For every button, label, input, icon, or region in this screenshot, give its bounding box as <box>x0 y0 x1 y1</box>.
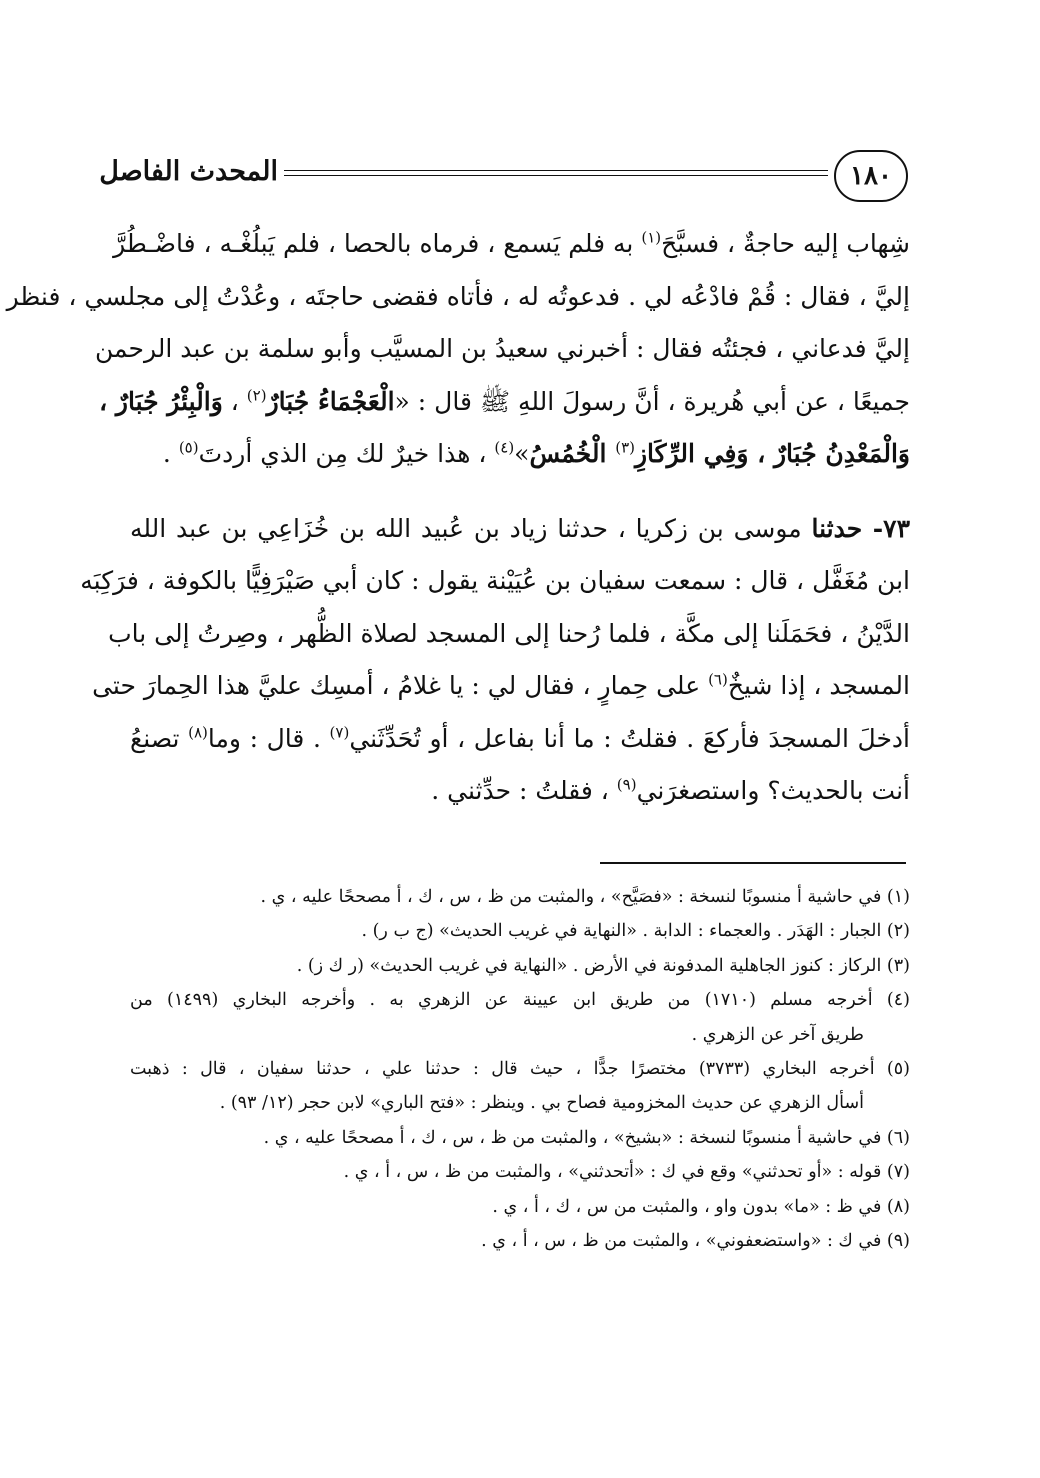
page-number-badge <box>834 150 908 202</box>
text-line <box>99 376 910 429</box>
page-header <box>99 150 908 210</box>
text-run: شِهاب إليه حاجةٌ ، فسبَّحَ <box>661 229 910 258</box>
text-run: تصنعُ <box>130 723 189 753</box>
text-line: إليَّ فدعاني ، فجئتُه فقال : أخبرني سعيدُ بن المسيَّب وأبو سلمة بن عبد الرحمن <box>95 334 910 363</box>
text-line <box>130 713 910 766</box>
text-run: موسى بن زكريا ، حدثنا زياد بن عُبيد الله بن خُزَاعِي بن عبد الله <box>130 513 812 543</box>
text-run: جميعًا ، عن أبي هُريرة ، أنَّ رسولَ اللهِ ﷺ قال : « <box>394 386 910 416</box>
text-run: . <box>162 439 179 468</box>
text-line: الدَّيْنُ ، فحَمَلَنا إلى مكَّة ، فلما رُحنا إلى المسجد لصلاة الظُّهر ، وصِرتُ إلى باب <box>108 618 910 648</box>
main-text <box>6 218 910 818</box>
footnote-ref: (٥) <box>178 438 199 457</box>
footnote-ref: (٣) <box>615 438 635 457</box>
footnote-ref: (٦) <box>708 670 728 689</box>
hadith-number: ٧٣- حدثنا <box>811 513 910 543</box>
text-line <box>130 765 910 818</box>
footnote-1: (١) في حاشية أ منسوبًا لنسخة : «فصَيَّح» ، والمثبت من ظ ، س ، ك ، أ مصححًا عليه ، ي . <box>260 887 910 907</box>
footnote-ref: (٢) <box>246 386 267 405</box>
footnote-3: (٣) الركاز : كنوز الجاهلية المدفونة في الأرض . «النهاية في غريب الحديث» (ر ك ز) . <box>296 955 910 976</box>
text-run: به فلم يَسمع ، فرماه بالحصا ، فلم يَبلُغْـه ، فاضْـطُرَّ <box>113 229 634 258</box>
text-line <box>130 503 910 556</box>
text-line: إليَّ ، فقال : قُمْ فادْعُه لي . فدعوتُه له ، فأتاه فقضى حاجتَه ، وعُدْتُ إلى مجلسي ، فنظر <box>6 281 910 311</box>
header-double-rule <box>284 170 828 176</box>
hadith-text: الْعَجْمَاءُ جُبَارٌ <box>266 386 395 416</box>
text-run: أدخلَ المسجدَ فأركعَ . فقلتُ : ما أنا بفاعل ، أو تُحَدِّثَني <box>349 723 910 753</box>
text-line: ابن مُغَفَّل ، قال : سمعت سفيان بن عُيَيْنة يقول : كان أبي صَيْرَفِيًّا بالكوفة ، فرَكِبَه <box>80 566 910 595</box>
footnote-4-continued: طريق آخر عن الزهري . <box>691 1024 864 1045</box>
hadith-text: الْخُمُسُ <box>529 439 616 468</box>
footnote-ref: (٨) <box>188 723 208 742</box>
footnote-separator <box>600 862 906 864</box>
text-run: أنت بالحديث؟ واستصغرَني <box>636 776 910 805</box>
hadith-text: وَالْبِئْرُ جُبَارٌ ، <box>99 386 223 416</box>
footnote-5-continued: أسأل الزهري عن حديث المخزومية فصاح بي . وينظر : «فتح الباري» لابن حجر (١٢/ ٩٣) . <box>219 1093 864 1114</box>
text-run: المسجد ، إذا شيخٌ <box>727 671 910 700</box>
footnote-ref: (٤) <box>494 438 515 457</box>
text-run: . قال : وما <box>207 723 330 753</box>
text-run: » <box>514 439 530 468</box>
text-line <box>130 428 910 481</box>
text-run: على حِمارٍ ، فقال لي : يا غلامُ ، أمسِك عليَّ هذا الحِمارَ حتى <box>92 671 709 700</box>
footnote-ref: (٧) <box>329 723 350 742</box>
footnote-8: (٨) في ظ : «ما» بدون واو ، والمثبت من س ، ك ، أ ، ي . <box>492 1196 910 1217</box>
footnote-4: (٤) أخرجه مسلم (١٧١٠) من طريق ابن عيينة عن الزهري به . وأخرجه البخاري (١٤٩٩) من <box>130 990 910 1011</box>
footnote-9: (٩) في ك : «واستضعفوني» ، والمثبت من ظ ، س ، أ ، ي . <box>481 1231 910 1252</box>
text-run: ، هذا خيرٌ لك مِن الذي أردتَ <box>198 439 495 468</box>
footnote-6: (٦) في حاشية أ منسوبًا لنسخة : «بشيخ» ، والمثبت من ظ ، س ، ك ، أ مصححًا عليه ، ي . <box>263 1127 910 1148</box>
footnote-2: (٢) الجبار : الهَدَر . والعجماء : الدابة . «النهاية في غريب الحديث» (ج ب ر) . <box>361 921 910 942</box>
footnotes <box>130 880 910 1258</box>
text-run: ، <box>222 386 247 416</box>
text-line <box>113 218 910 271</box>
text-line <box>92 660 910 713</box>
footnote-7: (٧) قوله : «أو تحدثني» وقع في ك : «أتحدثني» ، والمثبت من ظ ، س ، أ ، ي . <box>343 1162 910 1183</box>
book-title: المحدث الفاصل <box>99 156 278 187</box>
hadith-text: وَالْمَعْدِنُ جُبَارٌ ، وَفِي الرِّكَازِ <box>634 439 910 468</box>
paragraph-2 <box>80 503 910 818</box>
footnote-5: (٥) أخرجه البخاري (٣٧٣٣) مختصرًا جدًّا ، حيث قال : حدثنا علي ، حدثنا سفيان ، قال : ذهبت <box>130 1059 910 1080</box>
footnote-ref: (٩) <box>616 775 637 794</box>
page-number: ١٨٠ <box>850 161 892 191</box>
text-run: ، فقلتُ : حدِّثني . <box>431 776 617 805</box>
paragraph-1 <box>6 218 910 481</box>
footnote-ref: (١) <box>641 228 662 247</box>
